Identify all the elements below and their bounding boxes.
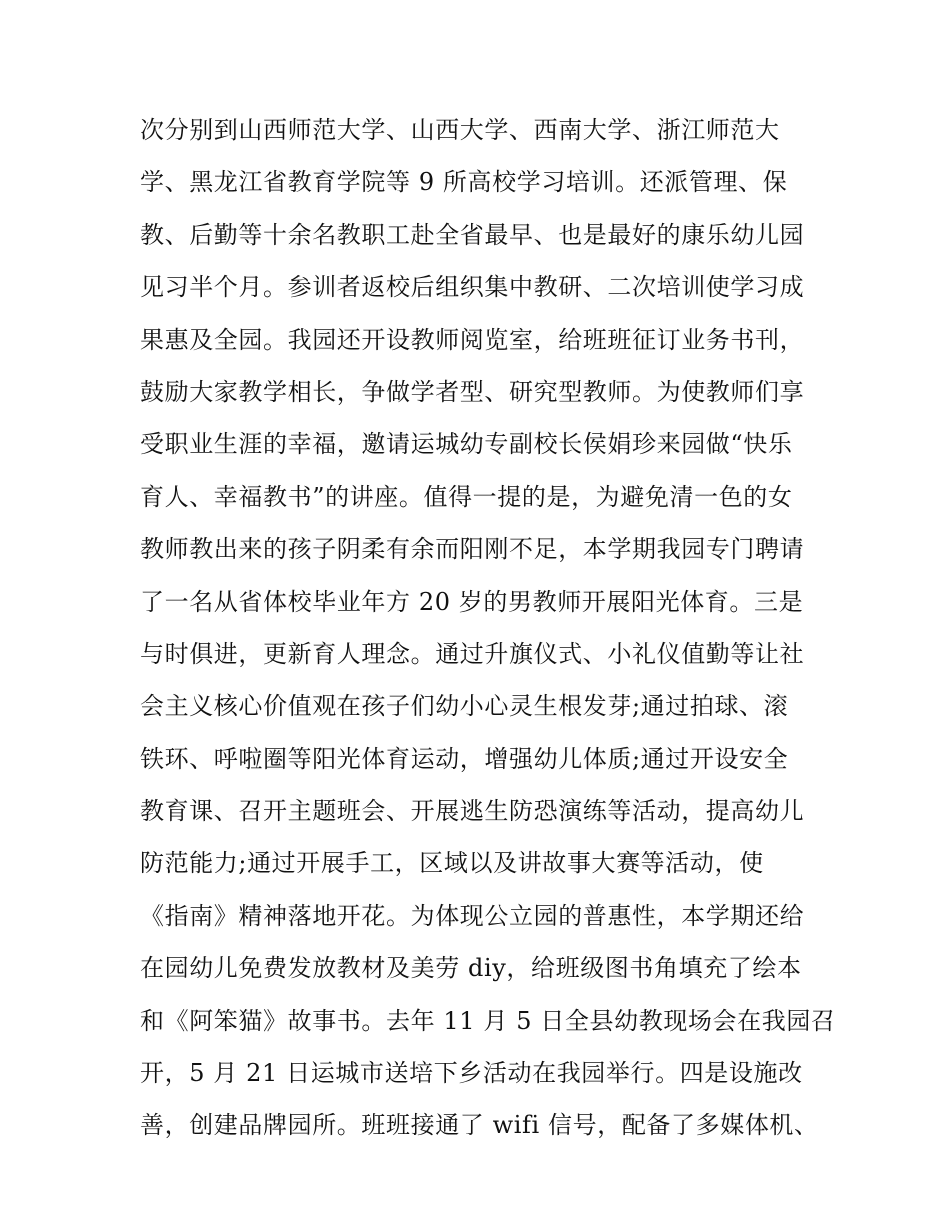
text-line: 见习半个月。参训者返校后组织集中教研、二次培训使学习成 <box>140 273 805 302</box>
text-line: 果惠及全园。我园还开设教师阅览室，给班班征订业务书刊， <box>140 325 805 354</box>
text-line: 会主义核心价值观在孩子们幼小心灵生根发芽;通过拍球、滚 <box>140 692 789 721</box>
text-line: 教、后勤等十余名教职工赴全省最早、也是最好的康乐幼儿园 <box>140 220 805 249</box>
body-text <box>140 108 836 1156</box>
text-line: 次分别到山西师范大学、山西大学、西南大学、浙江师范大 <box>140 116 780 144</box>
text-line: 和《阿笨猫》故事书。去年 11 月 5 日全县幼教现场会在我园召 <box>140 1006 836 1035</box>
text-line: 了一名从省体校毕业年方 20 岁的男教师开展阳光体育。三是 <box>140 587 804 616</box>
text-line: 铁环、呼啦圈等阳光体育运动，增强幼儿体质;通过开设安全 <box>140 744 789 773</box>
text-line: 善，创建品牌园所。班班接通了 wifi 信号，配备了多媒体机、 <box>140 1111 819 1140</box>
text-line: 育人、幸福教书”的讲座。值得一提的是，为避免清一色的女 <box>140 482 793 511</box>
text-line: 教师教出来的孩子阴柔有余而阳刚不足，本学期我园专门聘请 <box>140 535 805 564</box>
text-line: 教育课、召开主题班会、开展逃生防恐演练等活动，提高幼儿 <box>140 797 805 826</box>
text-line: 受职业生涯的幸福，邀请运城幼专副校长侯娟珍来园做“快乐 <box>140 430 793 459</box>
text-line: 防范能力;通过开展手工，区域以及讲故事大赛等活动，使 <box>140 849 764 878</box>
text-line: 与时俱进，更新育人理念。通过升旗仪式、小礼仪值勤等让社 <box>140 639 805 668</box>
text-line: 开，5 月 21 日运城市送培下乡活动在我园举行。四是设施改 <box>140 1059 803 1088</box>
text-line: 鼓励大家教学相长，争做学者型、研究型教师。为使教师们享 <box>140 377 805 406</box>
text-line: 学、黑龙江省教育学院等 9 所高校学习培训。还派管理、保 <box>140 168 788 197</box>
text-line: 《指南》精神落地开花。为体现公立园的普惠性，本学期还给 <box>140 901 805 930</box>
text-line: 在园幼儿免费发放教材及美劳 diy，给班级图书角填充了绘本 <box>140 954 802 983</box>
